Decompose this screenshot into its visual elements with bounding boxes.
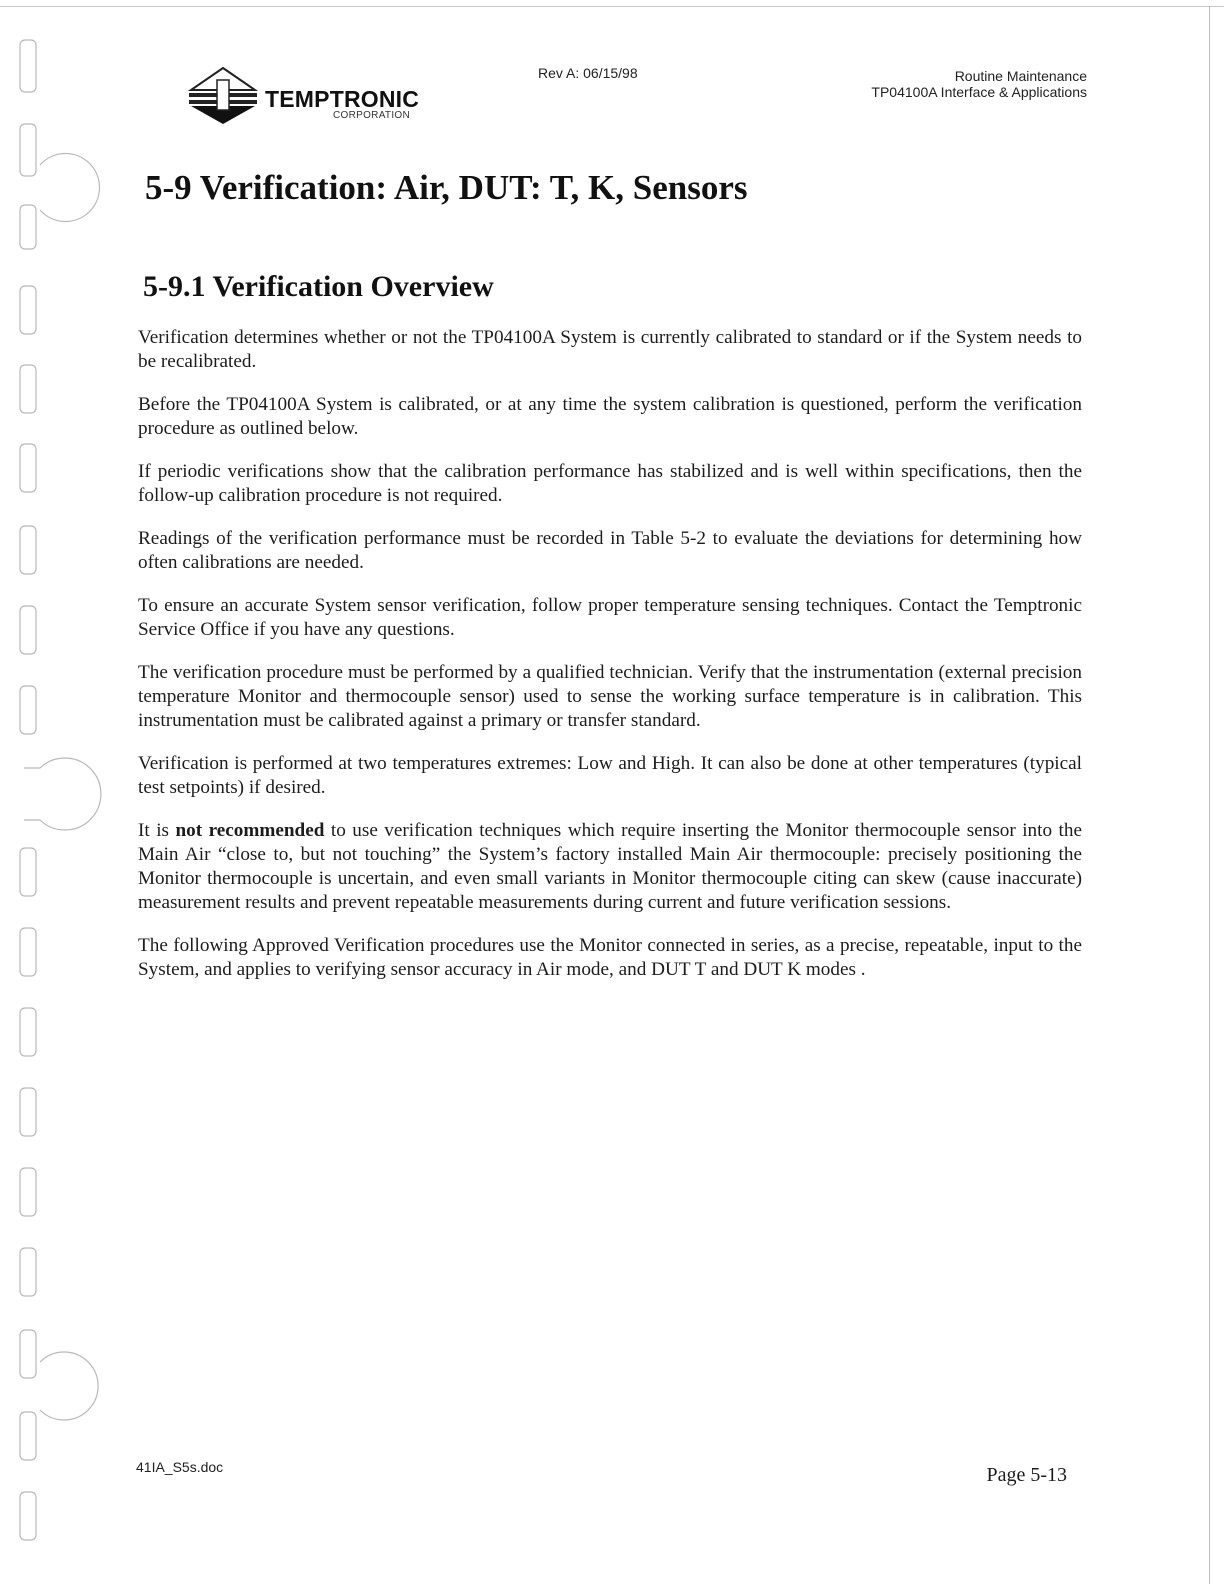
binder-margin [0,0,110,1584]
section-title: 5-9 Verification: Air, DUT: T, K, Sensors [145,168,748,207]
warning-rest: to use verification techniques which require inserting the Monitor thermocouple sensor into the Main Air “close to, but not touching” the System’s factory installed Main Air thermocouple: precisely positioning the Monitor thermocouple is uncertain, and even small variants in Monitor thermocouple citing can skew (cause inaccurate) measurement results and prevent repeatable measurements during current and future verification sessions. [138,820,1082,913]
logo-subtitle: CORPORATION [333,110,411,121]
header-right-block [871,68,1087,100]
paragraph: If periodic verifications show that the calibration performance has stabilized and is well within specifications, then the follow-up calibration procedure is not required. [138,461,1082,506]
subsection-title: 5-9.1 Verification Overview [143,270,494,303]
paragraph: Before the TP04100A System is calibrated, or at any time the system calibration is questioned, perform the verification procedure as outlined below. [138,394,1082,439]
paragraph: Readings of the verification performance must be recorded in Table 5-2 to evaluate the deviations for determining how often calibrations are needed. [138,528,1082,573]
page-right-edge [1209,6,1210,1584]
footer-page-number: Page 5-13 [986,1464,1067,1486]
warning-paragraph [138,819,1082,915]
body-text [138,326,1082,1001]
footer-filename: 41IA_S5s.doc [136,1459,224,1475]
paragraph: Verification determines whether or not the TP04100A System is currently calibrated to standard or if the System needs to be recalibrated. [138,327,1082,372]
warning-emphasis: not recommended [175,820,325,841]
temptronic-logo-icon [183,66,263,126]
paragraph: The verification procedure must be performed by a qualified technician. Verify that the instrumentation (external precision temperature Monitor and thermocouple sensor) used to sense the working surface temperature is in calibration. This instrumentation must be calibrated against a primary or transfer standard. [138,662,1082,731]
header-section-name: Routine Maintenance [954,68,1087,84]
header-doc-title: TP04100A Interface & Applications [871,84,1087,100]
company-logo [183,66,443,126]
page-top-edge [0,6,1224,7]
logo-wordmark: TEMPTRONIC [265,86,420,112]
closing-paragraph: The following Approved Verification procedures use the Monitor connected in series, as a precise, repeatable, input to the System, and applies to verifying sensor accuracy in Air mode, and DUT T and DUT K modes . [138,935,1082,980]
binder-holes-graphic [0,0,110,1584]
revision-label: Rev A: 06/15/98 [538,65,638,81]
paragraph: To ensure an accurate System sensor verification, follow proper temperature sensing techniques. Contact the Temptronic Service Office if you have any questions. [138,595,1082,640]
paragraph: Verification is performed at two temperatures extremes: Low and High. It can also be done at other temperatures (typical test setpoints) if desired. [138,753,1082,798]
warning-lead: It is [138,820,176,841]
